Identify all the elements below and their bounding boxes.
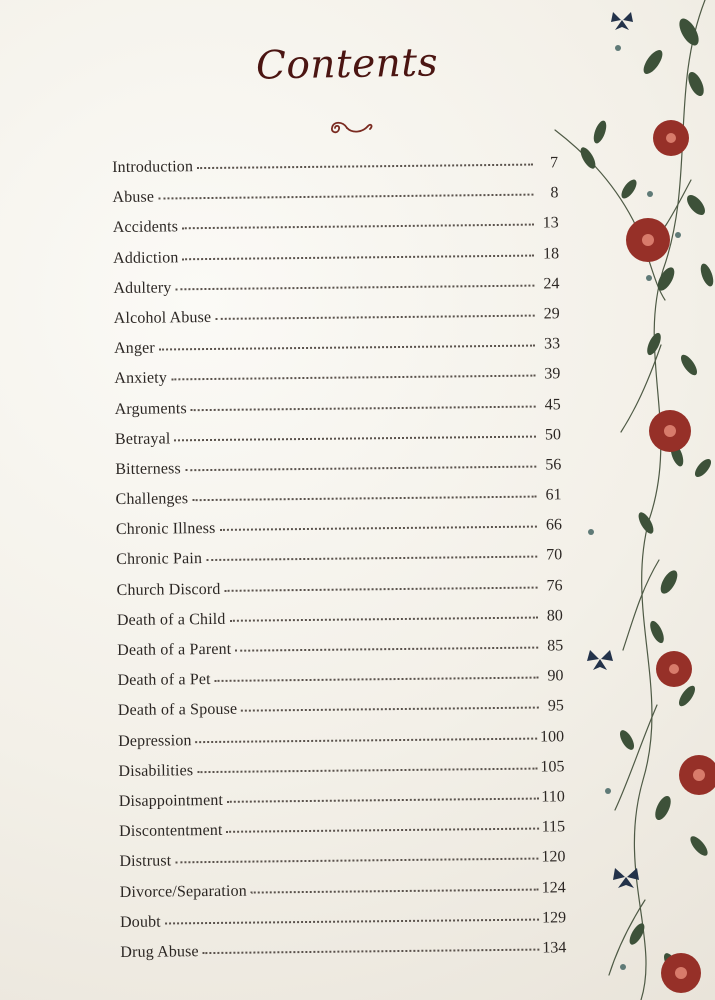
toc-entry-label: Depression	[118, 731, 192, 750]
toc-entry-label: Chronic Illness	[115, 520, 216, 539]
toc-entry	[120, 903, 566, 938]
toc-entry	[115, 420, 561, 455]
toc-entry-page-number: 90	[547, 667, 564, 685]
toc-entry-label: Divorce/Separation	[119, 882, 247, 901]
dot-leader	[175, 272, 534, 290]
toc-entry	[119, 782, 565, 817]
dot-leader	[158, 182, 533, 200]
toc-entry-page-number: 105	[540, 758, 565, 776]
dot-leader	[197, 755, 537, 773]
toc-entry-page-number: 18	[542, 244, 560, 263]
toc-entry	[115, 450, 561, 485]
toc-entry	[116, 511, 562, 546]
dot-leader	[182, 212, 534, 230]
dot-leader	[206, 544, 537, 561]
toc-entry-label: Abuse	[112, 188, 155, 207]
toc-entry-label: Death of a Parent	[117, 640, 232, 659]
dot-leader	[229, 604, 538, 621]
toc-entry	[118, 752, 564, 787]
toc-entry	[117, 631, 563, 666]
dot-leader	[185, 453, 537, 471]
toc-entry-page-number: 120	[541, 848, 566, 866]
toc-entry-label: Addiction	[113, 248, 179, 267]
toc-entry-label: Arguments	[114, 399, 187, 418]
dot-leader	[192, 484, 537, 502]
toc-entry	[114, 329, 560, 364]
dot-leader	[224, 574, 537, 591]
dot-leader	[196, 725, 538, 743]
toc-entry-label: Anger	[113, 339, 155, 358]
toc-entry	[117, 601, 563, 636]
toc-entry-label: Discontentment	[119, 822, 223, 841]
toc-entry-label: Chronic Pain	[116, 550, 203, 569]
toc-entry-page-number: 70	[546, 546, 563, 564]
toc-entry-page-number: 115	[541, 818, 566, 836]
toc-entry	[120, 933, 566, 968]
toc-entry	[113, 269, 559, 304]
toc-entry	[117, 661, 563, 696]
toc-entry-page-number: 33	[543, 335, 561, 353]
toc-entry-page-number: 80	[546, 607, 563, 625]
toc-entry	[118, 722, 564, 757]
dot-leader	[197, 152, 533, 170]
toc-entry-label: Death of a Pet	[117, 671, 211, 690]
floral-vine-icon	[545, 0, 715, 1000]
dot-leader	[182, 242, 534, 260]
toc-entry-page-number: 56	[545, 456, 562, 474]
toc-entry-page-number: 50	[544, 426, 562, 444]
toc-entry-page-number: 124	[541, 878, 566, 897]
page-title: Contents	[255, 40, 439, 89]
toc-entry-label: Doubt	[119, 913, 161, 931]
dot-leader	[215, 665, 539, 682]
toc-entry-page-number: 8	[550, 184, 559, 202]
toc-entry-label: Church Discord	[116, 580, 221, 599]
toc-entry-page-number: 7	[550, 154, 559, 172]
toc-entry-page-number: 29	[543, 305, 560, 323]
toc-entry-page-number: 45	[544, 395, 561, 413]
table-of-contents	[112, 148, 567, 968]
toc-entry-label: Disappointment	[118, 791, 224, 810]
dot-leader	[215, 303, 535, 320]
dot-leader	[191, 393, 536, 411]
toc-entry	[114, 299, 560, 334]
toc-entry-label: Distrust	[119, 852, 172, 871]
dot-leader	[174, 423, 536, 441]
toc-entry	[115, 480, 561, 515]
toc-entry-label: Death of a Child	[116, 610, 226, 629]
toc-entry-label: Death of a Spouse	[117, 701, 238, 720]
toc-entry-label: Adultery	[113, 279, 172, 297]
toc-entry-page-number: 61	[545, 486, 562, 504]
toc-entry	[114, 360, 560, 395]
dot-leader	[175, 846, 538, 864]
toc-entry	[118, 692, 564, 727]
toc-entry-page-number: 134	[542, 939, 567, 957]
toc-entry-page-number: 100	[540, 727, 565, 746]
toc-entry-page-number: 129	[541, 908, 567, 927]
toc-entry	[119, 812, 565, 847]
toc-entry-page-number: 66	[545, 516, 563, 534]
dot-leader	[165, 906, 539, 924]
dot-leader	[251, 876, 539, 893]
toc-entry-label: Introduction	[112, 158, 194, 176]
dot-leader	[203, 936, 540, 954]
toc-entry-page-number: 76	[546, 576, 563, 595]
toc-entry-label: Accidents	[112, 218, 179, 237]
dot-leader	[241, 695, 539, 712]
dot-leader	[219, 514, 537, 531]
swirl-ornament-icon	[323, 118, 375, 138]
toc-entry-label: Disabilities	[118, 761, 194, 780]
toc-entry	[115, 390, 561, 425]
toc-entry	[112, 179, 558, 214]
dot-leader	[159, 333, 535, 351]
toc-entry	[119, 843, 565, 878]
toc-entry	[120, 873, 566, 908]
toc-entry-page-number: 13	[542, 214, 559, 232]
toc-entry	[113, 239, 559, 274]
toc-entry-page-number: 24	[543, 275, 560, 293]
toc-entry	[116, 571, 562, 606]
toc-entry-label: Betrayal	[114, 430, 171, 448]
dot-leader	[226, 816, 538, 833]
toc-entry-label: Challenges	[115, 490, 189, 509]
toc-entry	[113, 209, 559, 244]
dot-leader	[235, 635, 538, 652]
toc-entry-label: Bitterness	[115, 460, 181, 478]
toc-entry-page-number: 39	[544, 365, 561, 383]
toc-entry-page-number: 110	[541, 788, 565, 806]
dot-leader	[171, 363, 536, 381]
toc-entry-label: Anxiety	[114, 369, 168, 388]
toc-entry-label: Alcohol Abuse	[113, 308, 212, 327]
toc-entry-page-number: 95	[547, 697, 564, 715]
toc-entry-label: Drug Abuse	[120, 943, 199, 961]
toc-entry-page-number: 85	[547, 637, 564, 655]
toc-entry	[116, 541, 562, 576]
toc-entry	[112, 148, 558, 183]
dot-leader	[227, 786, 538, 803]
